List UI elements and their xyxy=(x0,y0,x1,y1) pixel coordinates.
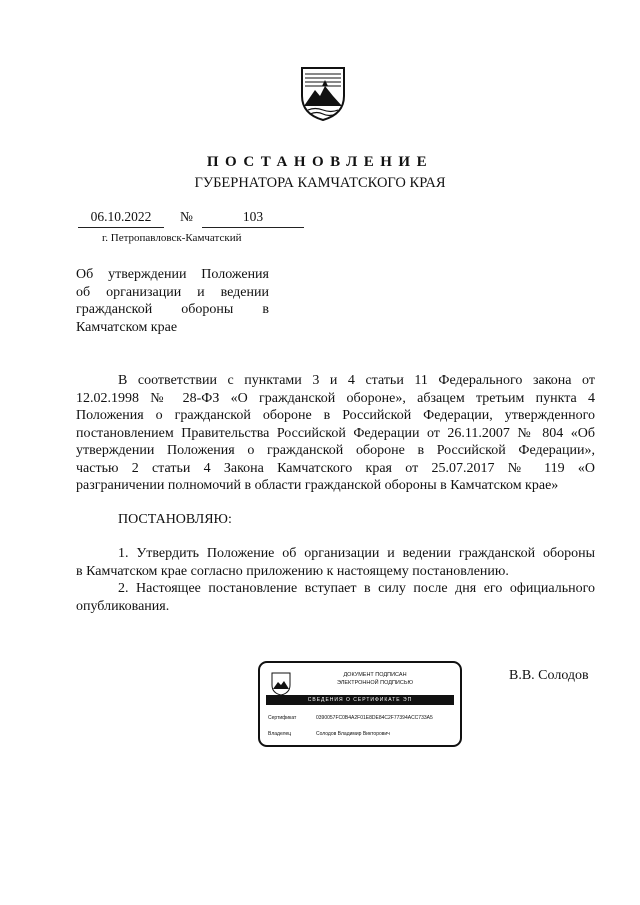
preamble-line: частью 2 статьи 4 Закона Камчатского края от 25.07.2017 № 119 «О xyxy=(76,460,595,476)
preamble-line: разграничении полномочий в области гражданской обороны в Камчатском крае» xyxy=(76,478,559,493)
stamp-heading-1: ДОКУМЕНТ ПОДПИСАН xyxy=(343,672,407,678)
electronic-signature-stamp xyxy=(258,661,462,747)
subject-line: Об утверждении Положения xyxy=(76,267,269,282)
cert-label: Сертификат xyxy=(268,715,297,721)
preamble-line: В соответствии с пунктами 3 и 4 статьи 11 Федерального закона от xyxy=(118,373,595,388)
subject-line: гражданской обороны в xyxy=(76,302,269,317)
preamble-paragraph xyxy=(76,372,595,495)
items-paragraph xyxy=(76,545,595,615)
stamp-heading-2: ЭЛЕКТРОННОЙ ПОДПИСЬЮ xyxy=(336,680,414,686)
decree-word: ПОСТАНОВЛЯЮ: xyxy=(118,512,232,527)
document-date: 06.10.2022 xyxy=(78,209,164,228)
owner-label: Владелец xyxy=(268,731,292,737)
stamp-band: СВЕДЕНИЯ О СЕРТИФИКАТЕ ЭП xyxy=(266,695,454,705)
subject-line: Камчатском крае xyxy=(76,319,178,335)
preamble-line: утверждении Положения о гражданской обороне в Российской Федерации», xyxy=(76,443,595,458)
document-subject xyxy=(76,266,269,336)
preamble-line: Положения о гражданской обороне в Российской Федерации, утвержденного xyxy=(76,408,595,423)
preamble-line: постановлением Правительства Российской Федерации от 26.11.2007 № 804 «Об xyxy=(76,425,595,441)
stamp-emblem-icon xyxy=(271,672,291,696)
number-sign: № xyxy=(180,209,193,224)
coat-of-arms-emblem xyxy=(300,66,346,122)
cert-value: 0390057FC0B4A2F01E8DE84C2F77394ACC733A5 xyxy=(316,715,433,721)
owner-value: Солодов Владимир Викторович xyxy=(316,731,390,737)
item-line: в Камчатском крае согласно приложению к настоящему постановлению. xyxy=(76,563,509,579)
item-line: опубликования. xyxy=(76,598,170,614)
document-subtitle: ГУБЕРНАТОРА КАМЧАТСКОГО КРАЯ xyxy=(194,175,446,191)
subject-line: об организации и ведении xyxy=(76,284,269,300)
city-line: г. Петропавловск-Камчатский xyxy=(102,232,242,244)
document-title: ПОСТАНОВЛЕНИЕ xyxy=(206,154,434,170)
document-number: 103 xyxy=(202,209,304,228)
preamble-line: 12.02.1998 № 28-ФЗ «О гражданской обороне», абзацем третьим пункта 4 xyxy=(76,390,595,406)
item-line: 2. Настоящее постановление вступает в силу после дня его официального xyxy=(118,581,595,596)
item-line: 1. Утвердить Положение об организации и ведении гражданской обороны xyxy=(118,546,595,561)
signer-name: В.В. Солодов xyxy=(509,668,589,683)
